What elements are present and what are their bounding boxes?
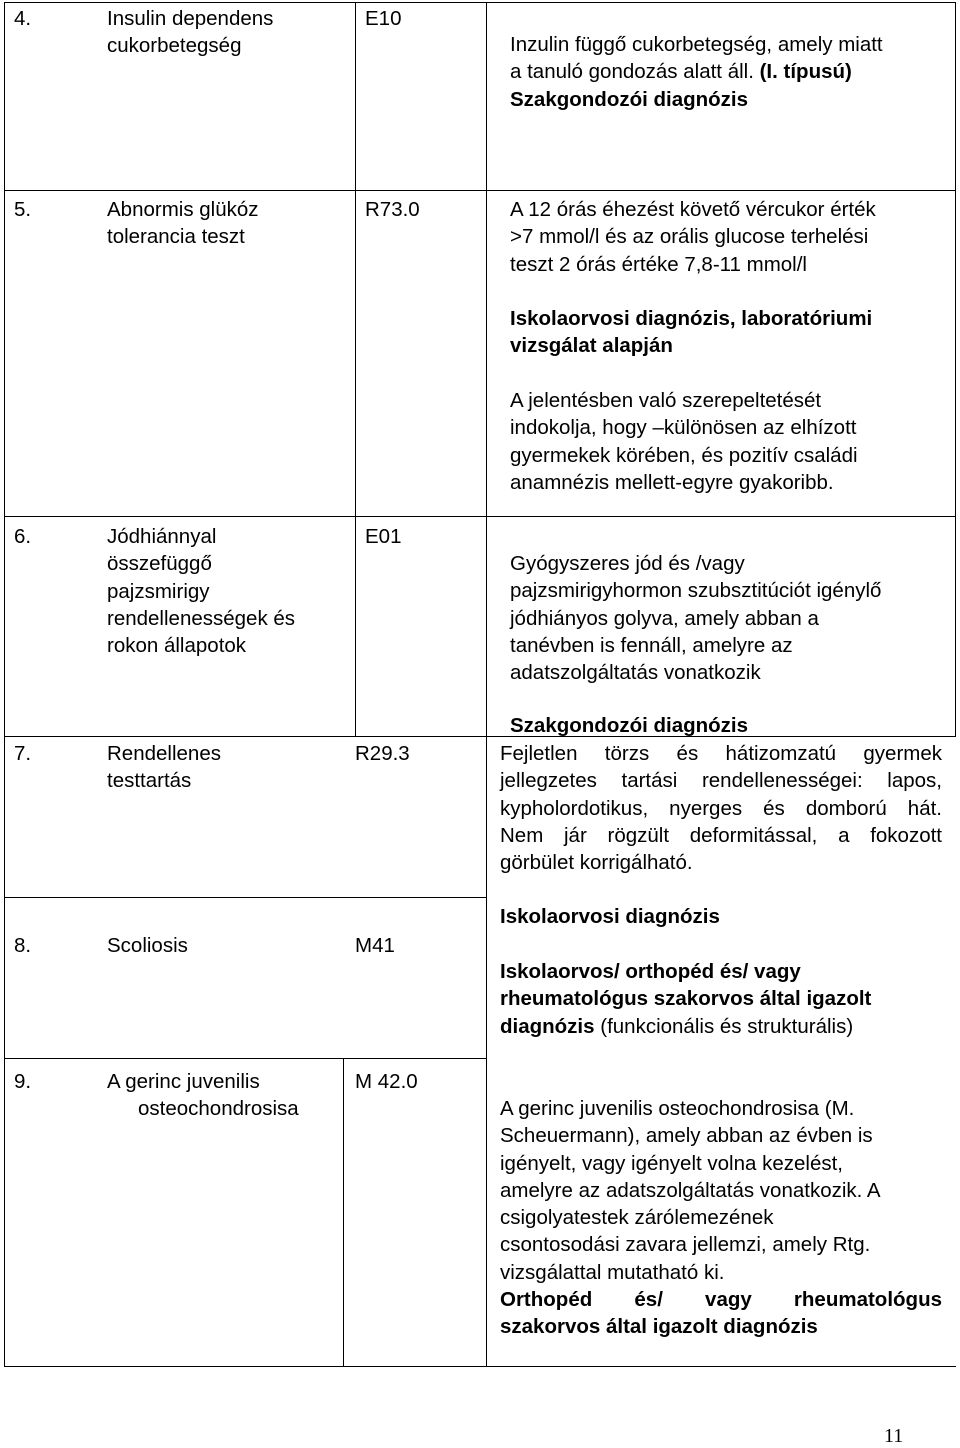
- row-number: 5.: [14, 198, 32, 221]
- condition-name: A gerinc juvenilis: [107, 1070, 260, 1093]
- col-divider-code-desc: [486, 2, 487, 1367]
- table-border-left: [4, 2, 5, 1367]
- icd-code: R29.3: [355, 742, 410, 765]
- row-divider-8-9: [4, 1058, 486, 1059]
- diagnosis-type: Iskolaorvos/ orthopéd és/ vagy rheumatológus szakorvos által igazolt diagnózis (funkcionális és strukturális): [500, 960, 872, 1038]
- condition-name: Abnormis glükóz tolerancia teszt: [107, 198, 259, 249]
- diagnosis-type: Iskolaorvosi diagnózis: [500, 905, 720, 928]
- row-divider-4-5: [4, 190, 956, 191]
- condition-description: Fejletlen törzs és hátizomzatú gyermek jellegzetes tartási rendellenességei: lapos, kypholordotikus, nyerges és domború hát. Nem jár rögzült deformitással, a fokozott: [500, 742, 942, 847]
- row-number: 6.: [14, 525, 32, 548]
- row-divider-7-8: [4, 897, 486, 898]
- row-number: 8.: [14, 934, 32, 957]
- col-divider-name-code-lower: [343, 1058, 344, 1367]
- col-divider-name-code-upper: [355, 2, 356, 737]
- row-divider-5-6: [4, 516, 956, 517]
- condition-note: A jelentésben való szerepeltetését indokolja, hogy –különösen az elhízott gyermekek körében, és pozitív családi anamnézis mellett-egyre gyakoribb.: [510, 389, 858, 494]
- page-number: 11: [884, 1425, 904, 1447]
- diagnosis-type: Iskolaorvosi diagnózis, laboratóriumi vizsgálat alapján: [510, 307, 873, 358]
- condition-name: Scoliosis: [107, 934, 188, 957]
- diagnosis-type: Orthopéd és/ vagy rheumatológus: [500, 1288, 942, 1311]
- table-border-bottom: [4, 1366, 956, 1367]
- icd-code: M 42.0: [355, 1070, 418, 1093]
- condition-description: A 12 órás éhezést követő vércukor érték >7 mmol/l és az orális glucose terhelési teszt 2 órás értéke 7,8-11 mmol/l: [510, 198, 876, 276]
- condition-name: Jódhiánnyal összefüggő pajzsmirigy rendellenességek és rokon állapotok: [107, 525, 296, 658]
- row-number: 4.: [14, 7, 32, 30]
- table-border-right: [955, 2, 956, 737]
- condition-name: Rendellenes testtartás: [107, 742, 221, 793]
- icd-code: R73.0: [365, 198, 420, 221]
- condition-name: Insulin dependens cukorbetegség: [107, 7, 274, 58]
- condition-description-end: görbület korrigálható.: [500, 851, 693, 874]
- condition-description: Gyógyszeres jód és /vagy pajzsmirigyhormon szubsztitúciót igénylő jódhiányos golyva, amely abban a tanévben is fennáll, amelyre az adatszolgáltatás vonatkozik: [510, 552, 882, 685]
- icd-code: E01: [365, 525, 402, 548]
- condition-description: Inzulin függő cukorbetegség, amely miatt a tanuló gondozás alatt áll. (I. típusú) Szakgondozói diagnózis: [510, 33, 883, 111]
- row-number: 7.: [14, 742, 32, 765]
- diagnosis-type: Szakgondozói diagnózis: [510, 714, 749, 737]
- condition-description: A gerinc juvenilis osteochondrosisa (M. Scheuermann), amely abban az évben is igényelt, vagy igényelt volna kezelést, amelyre az adatszolgáltatás vonatkozik. A csigolyatestek zárólemezének csontosodási zavara jellemzi, amely Rtg. vizsgálattal mutatható ki.: [500, 1097, 881, 1284]
- condition-name-cont: osteochondrosisa: [138, 1097, 299, 1120]
- table-border-top: [4, 2, 956, 3]
- row-divider-6-7: [4, 736, 956, 737]
- row-number: 9.: [14, 1070, 32, 1093]
- icd-code: M41: [355, 934, 395, 957]
- icd-code: E10: [365, 7, 402, 30]
- diagnosis-type-cont: szakorvos által igazolt diagnózis: [500, 1315, 818, 1338]
